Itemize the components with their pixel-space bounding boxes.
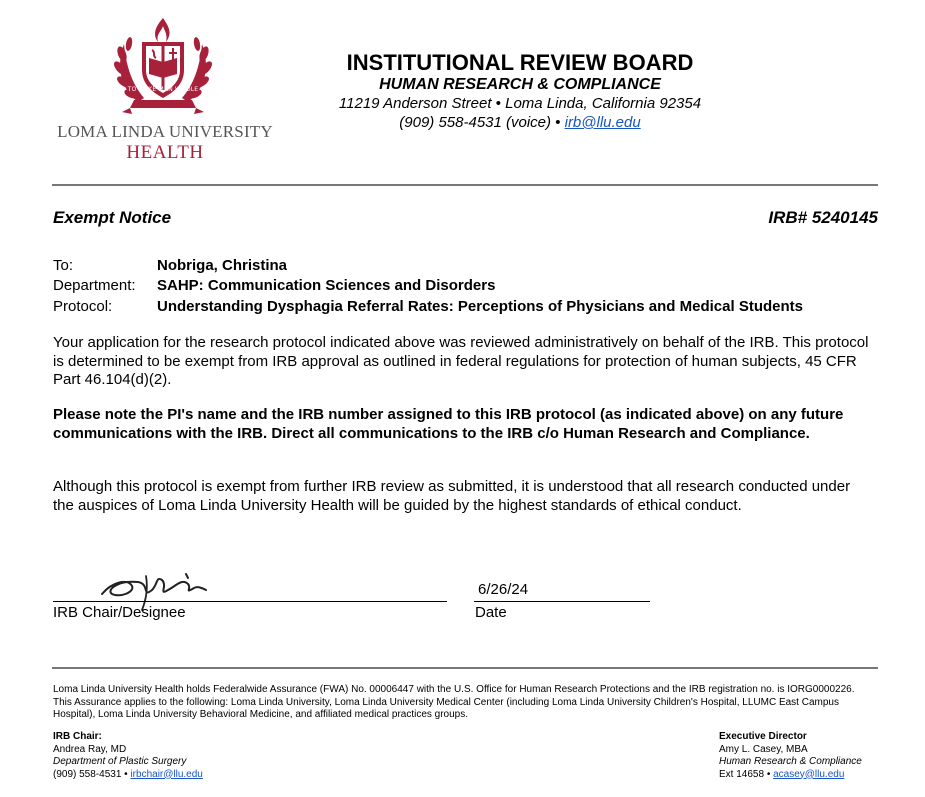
chair-label: IRB Chair/Designee xyxy=(53,604,186,621)
irb-email-link[interactable]: irb@llu.edu xyxy=(564,114,641,131)
department-label: Department: xyxy=(53,277,136,294)
footer-divider xyxy=(52,667,878,669)
to-label: To: xyxy=(53,257,74,274)
director-phone: Ext 14658 • xyxy=(719,768,774,780)
page-title: INSTITUTIONAL REVIEW BOARD xyxy=(346,50,694,75)
protocol-value: Understanding Dysphagia Referral Rates: Perceptions of Physicians and Medical Students xyxy=(157,298,803,315)
body-paragraph-1: Your application for the research protocol indicated above was reviewed administratively on behalf of the IRB. This protocol is determined to be exempt from IRB approval as outlined in federal regulations for protection of human subjects, 45 CFR Part 46.104(d)(2). xyxy=(53,334,869,388)
protocol-label: Protocol: xyxy=(53,298,113,315)
to-value: Nobriga, Christina xyxy=(157,257,288,274)
executive-director-block xyxy=(719,731,879,781)
irb-number: IRB# 5240145 xyxy=(768,208,878,227)
assurance-statement: Loma Linda University Health holds Federalwide Assurance (FWA) No. 00006447 with the U.S. Office for Human Research Protections and the IRB registration no. is IORG0000226. This Assurance applies to the following: Loma Linda University, Loma Linda University Medical Center (including Loma Linda University Children's Hospital, LLUMC East Campus Hospital), Loma Linda University Behavioral Medicine, and affiliated medical practices groups. xyxy=(53,684,855,720)
date-value: 6/26/24 xyxy=(478,581,529,598)
logo-motto: TO MAKE MAN WHOLE xyxy=(127,86,199,93)
header-address: 11219 Anderson Street • Loma Linda, California 92354 xyxy=(338,95,702,112)
signature-line xyxy=(53,601,447,602)
director-email-link[interactable]: acasey@llu.edu xyxy=(773,768,845,780)
header-divider xyxy=(52,184,878,186)
date-label: Date xyxy=(475,604,507,621)
chair-name: Andrea Ray, MD xyxy=(53,743,127,755)
date-line xyxy=(474,601,650,602)
header-contact xyxy=(240,114,800,131)
director-heading: Executive Director xyxy=(719,731,807,742)
logo-university-name: LOMA LINDA UNIVERSITY xyxy=(57,122,273,141)
irb-chair-block xyxy=(53,731,353,781)
chair-department: Department of Plastic Surgery xyxy=(53,756,187,767)
department-value: SAHP: Communication Sciences and Disorders xyxy=(157,277,496,294)
body-paragraph-2: Please note the PI's name and the IRB number assigned to this IRB protocol (as indicated above) on any future communications with the IRB. Direct all communications to the IRB c/o Human Research and Compliance. xyxy=(53,406,844,442)
chair-phone: (909) 558-4531 • xyxy=(53,768,131,780)
body-paragraph-3: Although this protocol is exempt from further IRB review as submitted, it is understood that all research conducted under the auspices of Loma Linda University Health will be guided by the highest standards of ethical conduct. xyxy=(53,478,851,514)
university-seal-logo xyxy=(108,14,218,122)
header-subtitle: HUMAN RESEARCH & COMPLIANCE xyxy=(379,76,661,93)
director-department: Human Research & Compliance xyxy=(719,756,862,767)
director-contact xyxy=(719,769,879,782)
logo-health: HEALTH xyxy=(126,142,204,163)
chair-email-link[interactable]: irbchair@llu.edu xyxy=(130,768,203,780)
director-name: Amy L. Casey, MBA xyxy=(719,743,808,755)
chair-heading: IRB Chair: xyxy=(53,731,102,742)
notice-type: Exempt Notice xyxy=(53,208,172,227)
header-phone: (909) 558-4531 (voice) • xyxy=(399,114,565,131)
chair-contact xyxy=(53,769,353,782)
